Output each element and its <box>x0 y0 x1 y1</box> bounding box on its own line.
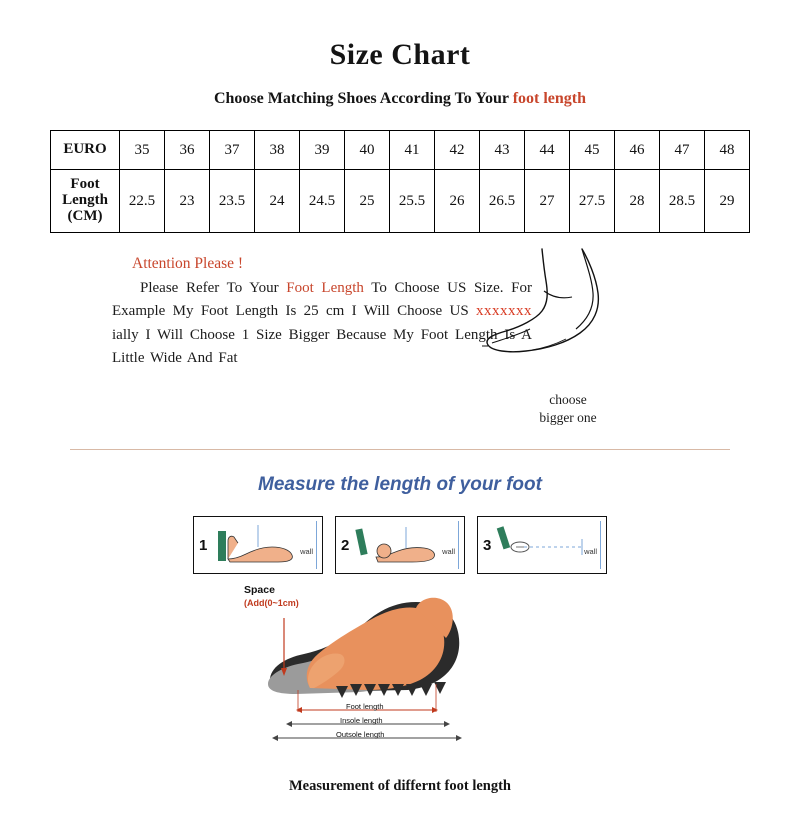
page-subtitle <box>0 90 800 108</box>
foot-length-cell: 23 <box>165 170 210 233</box>
step3-wall-label: wall <box>584 547 597 556</box>
euro-cell: 42 <box>435 131 480 170</box>
step2-wall-label: wall <box>442 547 455 556</box>
attention-line4: Bigger Because My Foot Length Is A Little Wide <box>112 326 532 366</box>
choose-label-line1: choose <box>549 392 587 407</box>
attention-line1a: Please Refer To Your <box>140 280 287 296</box>
euro-cell: 40 <box>345 131 390 170</box>
foot-measurement-diagram <box>240 584 560 764</box>
foot-length-cell: 25 <box>345 170 390 233</box>
foot-length-cell: 29 <box>705 170 750 233</box>
step1-wall-line <box>316 521 317 569</box>
size-chart-page <box>0 38 800 838</box>
euro-cell: 44 <box>525 131 570 170</box>
foot-length-cell: 26 <box>435 170 480 233</box>
measure-step-2 <box>335 516 465 574</box>
step-number: 1 <box>199 537 208 554</box>
row-header-foot-line3: (CM) <box>67 207 103 224</box>
dim-label-outsole-length: Outsole length <box>336 730 385 739</box>
row-header-foot-line2: Length <box>62 192 108 209</box>
euro-cell: 46 <box>615 131 660 170</box>
foot-length-cell: 24 <box>255 170 300 233</box>
dim-label-foot-length: Foot length <box>346 702 384 711</box>
attention-line3-redacted: xxxxxxx <box>476 303 532 320</box>
foot-length-cell: 24.5 <box>300 170 345 233</box>
euro-cell: 48 <box>705 131 750 170</box>
measure-step-1 <box>193 516 323 574</box>
measure-step-3 <box>477 516 607 574</box>
foot-length-cell: 27.5 <box>570 170 615 233</box>
size-table-container <box>50 130 750 233</box>
shoe-cross-section-illustration <box>240 584 560 764</box>
attention-line5: And Fat <box>186 349 238 366</box>
euro-cell: 39 <box>300 131 345 170</box>
subtitle-prefix: Choose Matching Shoes According To Your <box>213 90 513 107</box>
euro-cell: 37 <box>210 131 255 170</box>
choose-label-line2: bigger one <box>539 410 597 426</box>
step2-wall-line <box>458 521 459 569</box>
foot-length-cell: 25.5 <box>390 170 435 233</box>
row-header-foot-length <box>51 170 120 233</box>
foot-length-cell: 28.5 <box>660 170 705 233</box>
foot-length-cell: 28 <box>615 170 660 233</box>
section-divider <box>70 449 730 450</box>
dim-label-insole-length: Insole length <box>340 716 383 725</box>
euro-cell: 38 <box>255 131 300 170</box>
heel-outline-illustration <box>482 247 632 372</box>
step-number: 3 <box>483 537 492 554</box>
choose-bigger-one-label <box>508 391 628 427</box>
step3-ruler-icon <box>478 517 606 573</box>
attention-line1b: To Choose <box>363 280 440 296</box>
attention-line1-accent: Foot Length <box>286 280 364 296</box>
step3-wall-line <box>600 521 601 569</box>
foot-length-cell: 27 <box>525 170 570 233</box>
euro-cell: 36 <box>165 131 210 170</box>
size-table <box>50 130 750 233</box>
attention-line3a: Will Choose US <box>363 303 476 320</box>
subtitle-accent: foot length <box>512 90 587 107</box>
euro-cell: 43 <box>480 131 525 170</box>
step1-wall-label: wall <box>300 547 313 556</box>
step-number: 2 <box>341 537 350 554</box>
euro-cell: 35 <box>120 131 165 170</box>
space-label-line1: Space <box>244 584 275 596</box>
attention-heading: Attention Please ! <box>132 255 244 272</box>
attention-body <box>112 277 532 370</box>
table-row-foot-length <box>51 170 750 233</box>
space-label-line2: (Add(0~1cm) <box>244 597 299 608</box>
attention-line3b: ially I Will Choose 1 Size <box>112 326 282 343</box>
page-title: Size Chart <box>329 38 471 71</box>
euro-cell: 45 <box>570 131 615 170</box>
step1-foot-icon <box>194 517 322 573</box>
measure-steps <box>0 516 800 574</box>
table-row-euro <box>51 131 750 170</box>
attention-section <box>50 255 750 435</box>
euro-cell: 47 <box>660 131 705 170</box>
row-header-euro: EURO <box>51 131 120 170</box>
measure-heading: Measure the length of your foot <box>258 474 542 495</box>
row-header-foot-line1: Foot <box>70 176 100 193</box>
step2-foot-icon <box>336 517 464 573</box>
foot-length-cell: 23.5 <box>210 170 255 233</box>
measure-caption: Measurement of differnt foot length <box>288 778 512 794</box>
foot-length-cell: 22.5 <box>120 170 165 233</box>
foot-length-cell: 26.5 <box>480 170 525 233</box>
euro-cell: 41 <box>390 131 435 170</box>
attention-line2: US Size. For Example My Foot Length Is 25 cm I <box>112 280 533 320</box>
